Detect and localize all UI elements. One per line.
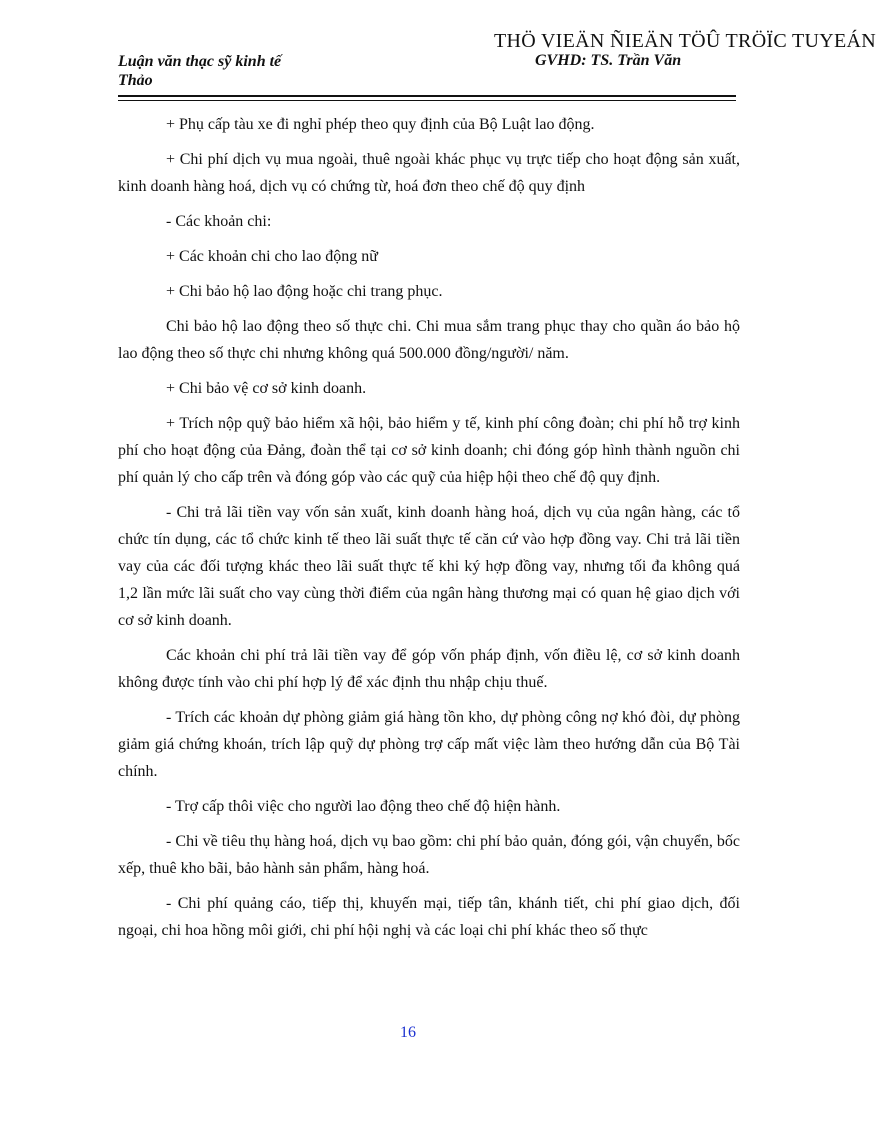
advisor-label: GVHD: TS. Trần Văn bbox=[535, 52, 682, 69]
thesis-title-line1: Luận văn thạc sỹ kinh tế bbox=[118, 53, 282, 70]
paragraph: + Phụ cấp tàu xe đi nghỉ phép theo quy định của Bộ Luật lao động. bbox=[166, 116, 595, 133]
paragraph: Các khoản chi phí trả lãi tiền vay để góp vốn pháp định, vốn điều lệ, cơ sở kinh doanh không được tính vào chi phí hợp lý để xác định thu nhập chịu thuế. bbox=[118, 647, 740, 691]
page-number: 16 bbox=[400, 1024, 416, 1041]
paragraph: + Trích nộp quỹ bảo hiểm xã hội, bảo hiểm y tế, kinh phí công đoàn; chi phí hỗ trợ kinh phí cho hoạt động của Đảng, đoàn thể tại cơ sở kinh doanh; chi đóng góp hình thành nguồn chi phí quản lý cho cấp trên và đóng góp vào các quỹ của hiệp hội theo chế độ quy định. bbox=[118, 415, 740, 486]
header-rule-thick bbox=[118, 95, 736, 97]
paragraph: - Trích các khoản dự phòng giảm giá hàng tồn kho, dự phòng công nợ khó đòi, dự phòng giảm giá chứng khoán, trích lập quỹ dự phòng trợ cấp mất việc làm theo hướng dẫn của Bộ Tài chính. bbox=[118, 709, 740, 780]
paragraph: + Các khoản chi cho lao động nữ bbox=[166, 248, 378, 265]
body-text bbox=[118, 111, 740, 952]
paragraph: - Các khoản chi: bbox=[166, 213, 272, 230]
thesis-title bbox=[118, 52, 418, 90]
paragraph: - Chi về tiêu thụ hàng hoá, dịch vụ bao gồm: chi phí bảo quản, đóng gói, vận chuyển, bốc xếp, thuê kho bãi, bảo hành sản phẩm, hàng hoá. bbox=[118, 833, 740, 877]
library-watermark: THÖ VIEÄN ÑIEÄN TÖÛ TRÖÏC TUYEÁN bbox=[494, 30, 876, 52]
paragraph: - Trợ cấp thôi việc cho người lao động theo chế độ hiện hành. bbox=[166, 798, 561, 815]
header-rule-thin bbox=[118, 100, 736, 101]
paragraph: - Chi phí quảng cáo, tiếp thị, khuyến mại, tiếp tân, khánh tiết, chi phí giao dịch, đối ngoại, chi hoa hồng môi giới, chi phí hội nghị và các loại chi phí khác theo số thực bbox=[118, 895, 740, 939]
paragraph: Chi bảo hộ lao động theo số thực chi. Chi mua sắm trang phục thay cho quần áo bảo hộ lao động theo số thực chi nhưng không quá 500.000 đồng/người/ năm. bbox=[118, 318, 740, 362]
paragraph: + Chi bảo hộ lao động hoặc chi trang phục. bbox=[166, 283, 443, 300]
paragraph: + Chi phí dịch vụ mua ngoài, thuê ngoài khác phục vụ trực tiếp cho hoạt động sản xuất, kinh doanh hàng hoá, dịch vụ có chứng từ, hoá đơn theo chế độ quy định bbox=[118, 151, 740, 195]
paragraph: - Chi trả lãi tiền vay vốn sản xuất, kinh doanh hàng hoá, dịch vụ của ngân hàng, các tổ chức tín dụng, các tổ chức kinh tế theo lãi suất thực tế căn cứ vào hợp đồng vay. Chi trả lãi tiền vay của các đối tượng khác theo lãi suất thực tế khi ký hợp đồng vay, nhưng tối đa không quá 1,2 lần mức lãi suất cho vay cùng thời điểm của ngân hàng thương mại có quan hệ giao dịch với cơ sở kinh doanh. bbox=[118, 504, 740, 629]
thesis-title-line2: Thảo bbox=[118, 72, 153, 89]
paragraph: + Chi bảo vệ cơ sở kinh doanh. bbox=[166, 380, 367, 397]
